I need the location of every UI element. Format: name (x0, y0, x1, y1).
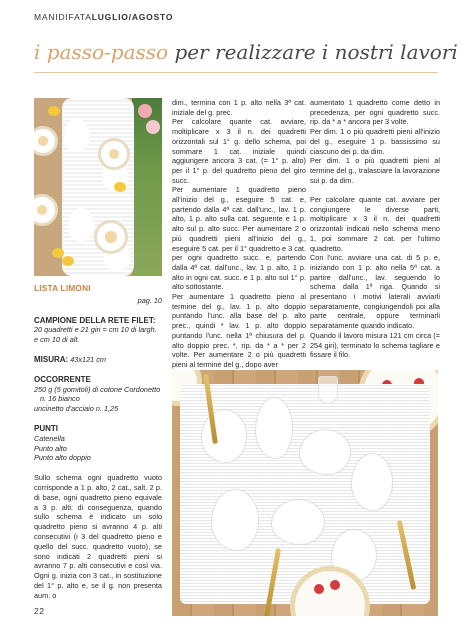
page-number: 22 (34, 606, 45, 616)
instructions-text: Sullo schema ogni quadretto vuoto corrisponde a 1 p. alto, 2 cat., salt. 2 p. di base, ogni quadretto pieno equivale a 3 p. alti: di conseguenza, quando sullo schema è indicato un solo quadretto pieno si avranno 4 p. alti consecutivi (i 3 del quadretto pieno e quello del succ. quadretto vuoto), se sono indicati 2 quadretti pieni si avranno 7 p. alti consecutivi e così via. Ogni g. inizia con 3 cat., in sostituzione del 1° p. alto e, se il g. non presenta aum. o (34, 473, 162, 600)
masthead-name: MANIDIFATA (34, 12, 92, 22)
plate (94, 220, 128, 254)
gauge-label: CAMPIONE DELLA RETE FILET: (34, 315, 156, 325)
lemon (52, 248, 64, 258)
paragraph: Per calcolare quante cat. avviare per congiungere le diverse parti, moltiplicare x 3 il n. dei quadretti orizzontali indicati nello schema meno 1, poi sommare 2 cat. per l'ultimo quadretto. (310, 195, 440, 253)
stitch-item: Punto alto (34, 443, 67, 453)
gauge-value: 20 quadretti e 21 giri = cm 10 di largh. e cm 10 di alt. (34, 325, 157, 345)
materials-block (34, 375, 162, 414)
masthead-issue: LUGLIO/AGOSTO (91, 12, 174, 22)
page-title-rest: per realizzare i nostri lavori (168, 40, 458, 64)
paragraph: Quando il lavoro misura 121 cm circa (= 254 giri), terminato lo schema tagliare e fissare il filo. (310, 330, 440, 360)
paragraph: Per dim. 1 o più quadretti pieni all'inizio del g., eseguire 1 p. bassissimo su ciascuno dei p. da dim. (310, 127, 440, 156)
paragraph: dim., termina con 1 p. alto nella 3ª cat. iniziale del g. prec. (172, 98, 306, 117)
project-title: LISTA LIMONI (34, 283, 91, 293)
magazine-masthead (34, 12, 173, 22)
page-reference: pag. 10 (137, 295, 162, 305)
lemon (48, 106, 60, 116)
lemon (114, 182, 126, 192)
glass (318, 376, 338, 404)
stitch-item: Catenella (34, 433, 65, 443)
lemon-runner-photo (34, 98, 162, 276)
lace-leaf-motif (300, 430, 350, 474)
strawberry (314, 584, 324, 594)
page-title-accent: i passo-passo (34, 40, 169, 64)
size-label: MISURA: (34, 354, 69, 364)
size-value: 43x121 cm (68, 354, 106, 364)
page-title (34, 40, 458, 64)
paragraph: aumentato 1 quadretto come detto in precedenza, per ogni quadretto succ. rip. da * a * ancora per 3 volte. (310, 98, 440, 127)
materials-line: n. 16 bianco (40, 394, 80, 404)
instructions-left-column (34, 284, 162, 601)
plate (98, 138, 130, 170)
gauge-block (34, 316, 162, 345)
lace-leaf (68, 208, 94, 242)
lace-leaf-motif (352, 454, 392, 510)
plate (34, 194, 58, 226)
materials-line: uncinetto d'acciaio n. 1,25 (34, 404, 119, 414)
lace-leaf-motif (256, 398, 292, 458)
materials-line: 250 g (5 gomitoli) di cotone Cordonetto (34, 384, 161, 394)
plate (34, 126, 58, 156)
strawberry (330, 580, 340, 590)
lace-leaf-motif (272, 500, 324, 544)
paragraph: Con l'unc. avviare una cat. di 5 p. e, iniziando con 1 p. alto nella 5ª cat. a partire dall'unc., lav. seguendo lo schema dalla 1ª riga. Quando si presentano i motivi laterali avviarli separatamente, congiungendoli poi alla parte centrale, oppure terminarli separatamente quando indicato. (310, 253, 440, 331)
stitches-label: PUNTI (34, 423, 58, 433)
lace-leaf (64, 118, 90, 152)
lemon (62, 256, 74, 266)
paragraph: Per dim. 1 o più quadretti pieni al termine del g., tralasciare la lavorazione sui p. da dim. (310, 156, 440, 185)
stitches-block (34, 424, 162, 463)
lace-leaf-motif (212, 490, 258, 550)
paragraph: Per calcolare quante cat. avviare, moltiplicare x 3 il n. dei quadretti orizzontali sul 1° g. dello schema, poi sommare 1 cat. iniziale quindi aggiungere ancora 3 cat. (= 1° p. alto) per il 1° p. del quadretto pieno del giro succ. (172, 117, 306, 185)
materials-label: OCCORRENTE (34, 374, 91, 384)
stitch-item: Punto alto doppio (34, 453, 91, 463)
title-divider (34, 72, 438, 73)
filet-runner-photo (172, 370, 438, 616)
paragraph: Per aumentare 1 quadretto pieno all'inizio del g., eseguire 5 cat. e, partendo dalla 4ª cat. dall'unc., lav. 1 p. alto, 1 p. alto sulla cat. seguente e 1 p. alto sul p. alto succ. Per aumentare 2 o più quadretti pieni all'inizio del g., eseguire 5 cat. per il 1° quadretto e 3 cat. per ogni quadretto succ. e, partendo dalla 4ª cat. dall'unc., lav. 1 p. alto, 1 p. alto in ogni cat. succ. e 1 p. alto sul 1° p. alto sottostante. (172, 185, 306, 292)
paragraph: Per aumentare 1 quadretto pieno al termine del g., lav. 1 p. alto doppio puntando l'unc. alla base del p. alto prec., quindi * lav. 1 p. alto doppio puntando l'unc. nella 1ª chiusura del p. alto doppio prec. *, rip. da * a * per 2 volte. Per aumentare 2 o più quadretti pieni al termine del g., dopo aver (172, 292, 306, 369)
instructions-middle-column (172, 98, 306, 370)
flower-decoration (138, 104, 152, 118)
instructions-right-column (310, 98, 440, 360)
size-block (34, 355, 162, 365)
flower-decoration (146, 120, 160, 134)
